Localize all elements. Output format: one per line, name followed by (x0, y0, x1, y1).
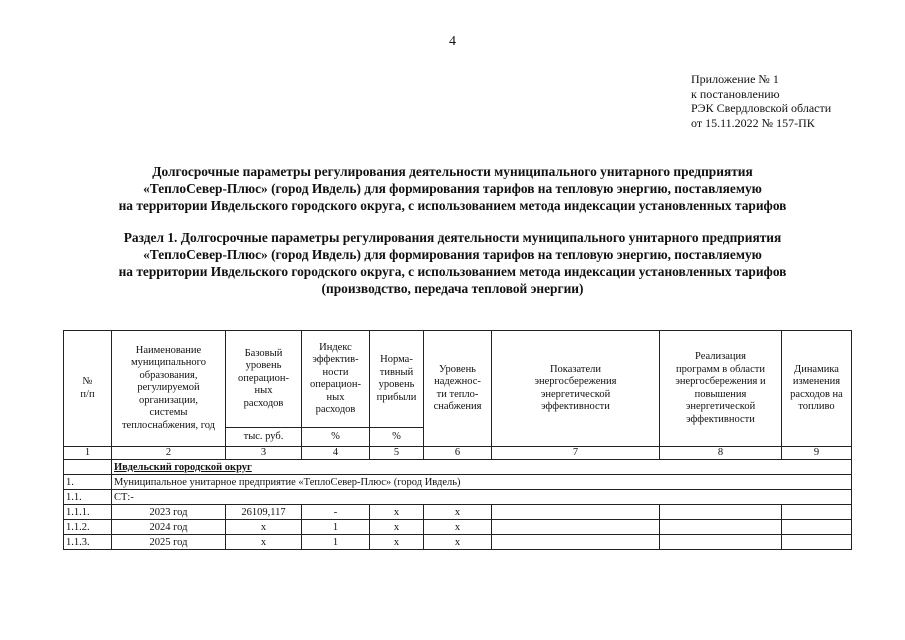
row-year: 2024 год (112, 520, 226, 535)
row-year: 2025 год (112, 535, 226, 550)
row-base-costs: х (226, 520, 302, 535)
unit-index: % (302, 428, 370, 447)
header-energy-saving: Показатели энергосбережения энергетической эффективности (492, 331, 660, 447)
appendix-line: к постановлению (691, 86, 780, 101)
table-row (64, 520, 852, 535)
column-number: 2 (112, 447, 226, 460)
row-profit-level: х (370, 505, 424, 520)
row-number: 1.1.2. (64, 520, 112, 535)
column-numbers-row (64, 447, 852, 460)
header-reliability: Уровень надежнос- ти тепло- снабжения (424, 331, 492, 447)
header-base-costs: Базовый уровень операцион- ных расходов (226, 331, 302, 428)
row-base-costs: х (226, 535, 302, 550)
section-title (0, 229, 905, 297)
row-energy-saving (492, 535, 660, 550)
table-row (64, 505, 852, 520)
row-number: 1.1.1. (64, 505, 112, 520)
row-number: 1. (64, 475, 112, 490)
appendix-line: РЭК Свердловской области (691, 101, 832, 115)
row-programs (660, 520, 782, 535)
row-efficiency-index: - (302, 505, 370, 520)
header-programs: Реализация программ в области энергосбережения и повышения энергетической эффективности (660, 331, 782, 447)
header-fuel-dynamics: Динамика изменения расходов на топливо (782, 331, 852, 447)
organization-row (64, 475, 852, 490)
header-efficiency-index: Индекс эффектив- ности операцион- ных расходов (302, 331, 370, 428)
row-reliability: х (424, 505, 492, 520)
header-num: № п/п (64, 331, 112, 447)
appendix-line: Приложение № 1 (691, 72, 779, 86)
section-line: «ТеплоСевер-Плюс» (город Ивдель) для формирования тарифов на тепловую энергию, поставляемую (143, 247, 762, 262)
row-energy-saving (492, 505, 660, 520)
row-fuel-dynamics (782, 535, 852, 550)
region-row (64, 460, 852, 475)
column-number: 9 (782, 447, 852, 460)
unit-base: тыс. руб. (226, 428, 302, 447)
system-row (64, 490, 852, 505)
document-title (0, 163, 905, 214)
row-energy-saving (492, 520, 660, 535)
row-reliability: х (424, 535, 492, 550)
row-year: 2023 год (112, 505, 226, 520)
row-number: 1.1.3. (64, 535, 112, 550)
column-number: 6 (424, 447, 492, 460)
table-row (64, 535, 852, 550)
column-number: 5 (370, 447, 424, 460)
title-line: на территории Ивдельского городского округа, с использованием метода индексации установленных тарифов (118, 198, 787, 213)
header-profit-level: Норма- тивный уровень прибыли (370, 331, 424, 428)
unit-profit: % (370, 428, 424, 447)
header-name: Наименование муниципального образования, регулируемой организации, системы теплоснабжения, год (112, 331, 226, 447)
system-name: СТ:- (112, 490, 852, 505)
column-number: 1 (64, 447, 112, 460)
organization-name: Муниципальное унитарное предприятие «ТеплоСевер-Плюс» (город Ивдель) (112, 475, 852, 490)
row-fuel-dynamics (782, 505, 852, 520)
column-number: 4 (302, 447, 370, 460)
row-profit-level: х (370, 535, 424, 550)
row-number: 1.1. (64, 490, 112, 505)
row-programs (660, 535, 782, 550)
appendix-note (691, 72, 831, 130)
row-base-costs: 26109,117 (226, 505, 302, 520)
row-fuel-dynamics (782, 520, 852, 535)
column-number: 8 (660, 447, 782, 460)
region-name: Ивдельский городской округ (112, 460, 852, 475)
section-line: (производство, передача тепловой энергии) (321, 281, 584, 296)
column-number: 7 (492, 447, 660, 460)
page-number: 4 (449, 34, 456, 49)
section-line: Раздел 1. Долгосрочные параметры регулирования деятельности муниципального унитарного предприятия (123, 230, 782, 245)
row-efficiency-index: 1 (302, 520, 370, 535)
row-profit-level: х (370, 520, 424, 535)
row-reliability: х (424, 520, 492, 535)
section-line: на территории Ивдельского городского округа, с использованием метода индексации установленных тарифов (118, 264, 787, 279)
title-line: «ТеплоСевер-Плюс» (город Ивдель) для формирования тарифов на тепловую энергию, поставляемую (143, 181, 762, 196)
column-number: 3 (226, 447, 302, 460)
parameters-table (63, 330, 852, 550)
header-row (64, 331, 852, 428)
appendix-line: от 15.11.2022 № 157-ПК (691, 115, 815, 130)
row-efficiency-index: 1 (302, 535, 370, 550)
title-line: Долгосрочные параметры регулирования деятельности муниципального унитарного предприятия (152, 164, 753, 179)
row-programs (660, 505, 782, 520)
